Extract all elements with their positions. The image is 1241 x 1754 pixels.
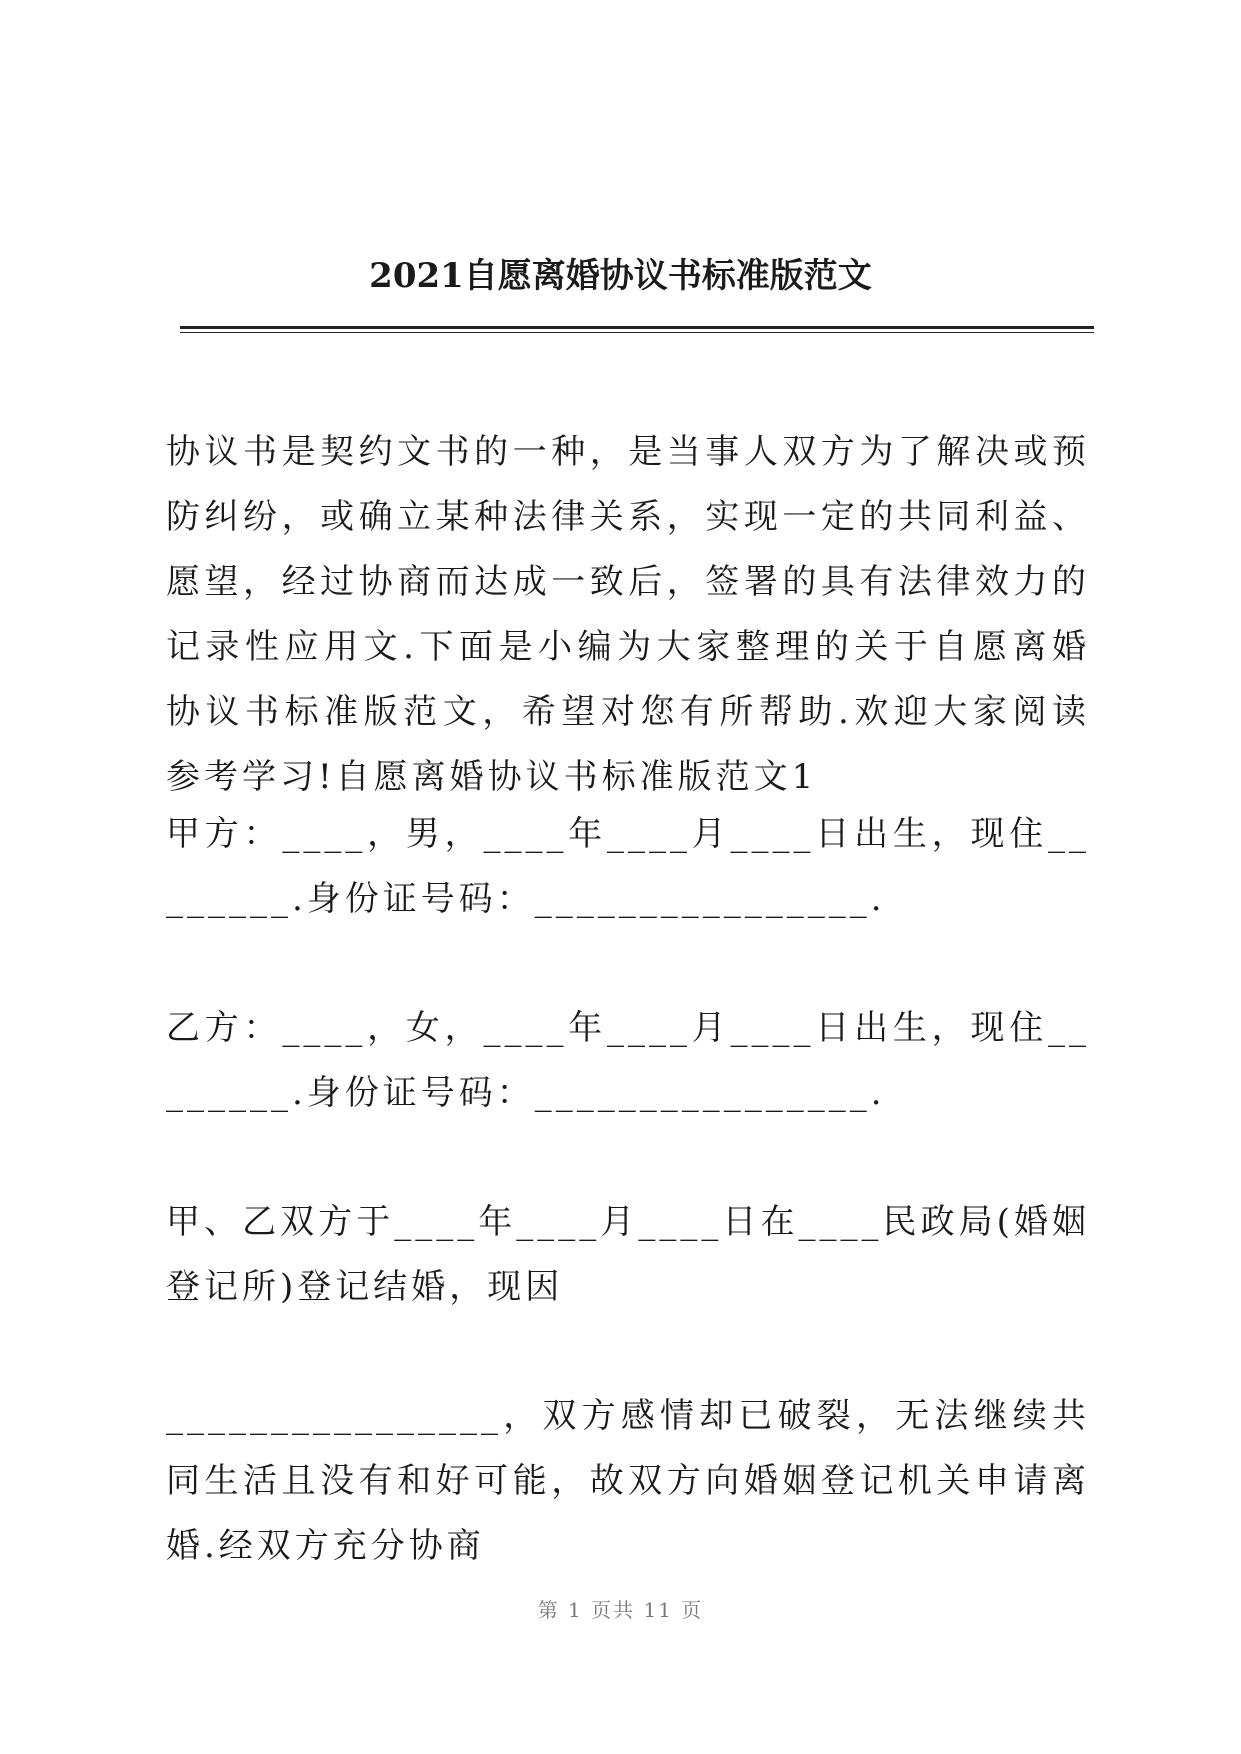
title-divider-thin [180,332,1094,333]
marriage-registration-paragraph: 甲、乙双方于____年____月____日在____民政局(婚姻登记所)登记结婚，现因 [166,1202,1090,1307]
party-b-paragraph: 乙方：____，女，____年____月____日出生，现住________.身份证号码：________________. [166,1008,1090,1113]
divorce-reason-paragraph: ________________，双方感情却已破裂，无法继续共同生活且没有和好可能，故双方向婚姻登记机关申请离婚.经双方充分协商 [166,1396,1090,1566]
intro-paragraph: 协议书是契约文书的一种，是当事人双方为了解决或预防纠纷，或确立某种法律关系，实现一定的共同利益、愿望，经过协商而达成一致后，签署的具有法律效力的记录性应用文.下面是小编为大家整理的关于自愿离婚协议书标准版范文，希望对您有所帮助.欢迎大家阅读参考学习!自愿离婚协议书标准版范文1 [166,432,1090,797]
party-a-paragraph: 甲方：____，男，____年____月____日出生，现住________.身份证号码：________________. [166,814,1090,919]
page-footer: 第 1 页共 11 页 [537,1598,704,1622]
document-title: 2021自愿离婚协议书标准版范文 [369,256,872,296]
title-divider-thick [180,326,1094,329]
